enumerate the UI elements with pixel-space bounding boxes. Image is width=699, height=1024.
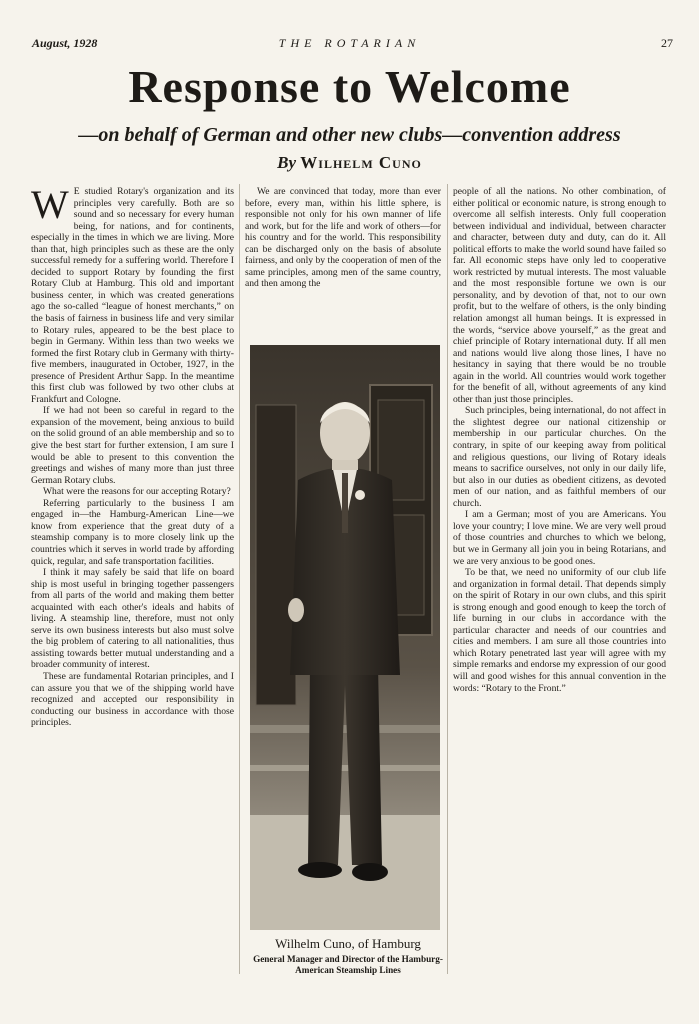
paragraph: Referring particularly to the business I am engaged in—the Hamburg-American Line—we know from experience that the great duty of a steamship company is to more closely link up the countries which it serves in world trade by affording quick, regular, and safe transportation facilities.: [31, 497, 234, 567]
article-title: Response to Welcome: [128, 61, 571, 112]
paragraph: people of all the nations. No other combination, of either political or economic nature, is strong enough to overcome all selfish interests. Only full cooperation between individual and individual, between character and character, between duty and duty, can do it. All political efforts to make the world sound have failed so far. All economic steps have only led to cooperative work restricted by mutual interests. The most valuable and the most responsible fortune we own is our personality, and by devotion of that, not to our own profit, but to the welfare of others, is the only binding relation amongst all human beings. It is expressed in the words, “service above yourself,” as the great and chief principle of Rotary international duty. If all men and nations would live along those lines, I have no hesitancy in saying that there would be no trouble again in the world. All countries would work together for the benefit of all, without agreements of any kind other than just those principles.: [453, 186, 666, 405]
paragraph: These are fundamental Rotarian principles, and I can assure you that we of the shipping world have recognized and accepted our responsibility in conducting our business in accordance with those principles.: [31, 670, 234, 729]
author-name: Wilhelm Cuno: [300, 153, 422, 172]
caption-name: Wilhelm Cuno, of Hamburg: [275, 936, 421, 951]
magazine-name: THE ROTARIAN: [278, 36, 421, 50]
paragraph: Such principles, being international, do not affect in the slightest degree our national citizenship or membership in our particular churches. On the contrary, in spite of our keeping away from political and religious questions, our living of Rotary ideals means to sacrifice ourselves, not only in our daily life, but also in our duties as obedient citizens, as devoted men of our nation, and as faithful members of our church.: [453, 405, 666, 509]
paragraph: I think it may safely be said that life on board ship is most useful in bringing together passengers from all parts of the world and making them better acquainted with each other's ideals and habits of living. A steamship line, therefore, must not only serve its own business interests but also must solve the big problem of catering to all nationalities, thus assisting towards better mutual understanding and a broader community of interest.: [31, 567, 234, 671]
paragraph: What were the reasons for our accepting Rotary?: [43, 486, 231, 498]
article-column-1: [31, 182, 234, 729]
article-column-2: [245, 186, 441, 290]
portrait-photo: [250, 345, 440, 930]
paragraph: To be that, we need no uniformity of our club life and organization in formal detail. That depends simply on the spirit of Rotary in our own clubs, and this spirit is strong enough and good enough to keep the torch of life burning in our clubs in accordance with the particular character and needs of our countries and cities and members. I am sure all those countries into which Rotary penetrated last year will agree with my simple remarks and endorse my expression of our good will and good wishes for this annual convention in the words: “Rotary to the Front.”: [453, 567, 666, 694]
issue-date: August, 1928: [32, 36, 98, 50]
paragraph: If we had not been so careful in regard to the expansion of the movement, being anxious to build on the solid ground of an able membership and so to give the best start for further extension, I am sure I would be able to present to this convention the greetings and wishes of many more than just three German Rotary clubs.: [31, 405, 234, 486]
article-subtitle: —on behalf of German and other new clubs—convention address: [78, 124, 621, 146]
caption-description: General Manager and Director of the Hamburg-American Steamship Lines: [253, 954, 443, 975]
photo-caption: [245, 936, 451, 976]
paragraph: I am a German; most of you are Americans. You love your country; I love mine. We are very well proud of those countries and churches to which we belong, but we in Germany all join you in being Rotarians, and we are very anxious to be good ones.: [453, 509, 666, 567]
column-divider: [447, 184, 448, 974]
drop-cap: W: [31, 182, 69, 227]
byline: [0, 152, 699, 174]
paragraph-text: E studied Rotary's organization and its principles very carefully. Both are so sound and so necessary for every human being, for nations, and for continents, especially in the times in which we are living. More than that, high principles such as these are the only successful remedy for a suffering world. Therefore I decided to support Rotary by founding the first Rotary Club at Hamburg. This old and important business center, in which was created generations ago the so-called “league of honest merchants,” on the basis of fairness in business life and very similar to Rotary rules, appeared to be the best place to begin in Germany. Within less than two weeks we formed the first Rotary club in Germany with thirty-five members, inaugurated in October, 1927, in the presence of President Arthur Sapp. In the meantime this first club was followed by two other clubs at Frankfurt and Cologne.: [31, 186, 234, 405]
column-divider: [239, 184, 240, 974]
article-column-3: [453, 186, 666, 694]
byline-prefix: By: [277, 153, 297, 172]
paragraph: [31, 182, 234, 405]
page-number: 27: [661, 36, 673, 50]
paragraph: We are convinced that today, more than ever before, every man, within his little sphere, is responsible not only for his own manner of life and work, but for the life and work of others—for his country and for the world. This responsibility can be discharged only on the basis of absolute fairness, and only by the cooperation of men of the same principles, among men of the same country, and then among the: [245, 186, 441, 290]
